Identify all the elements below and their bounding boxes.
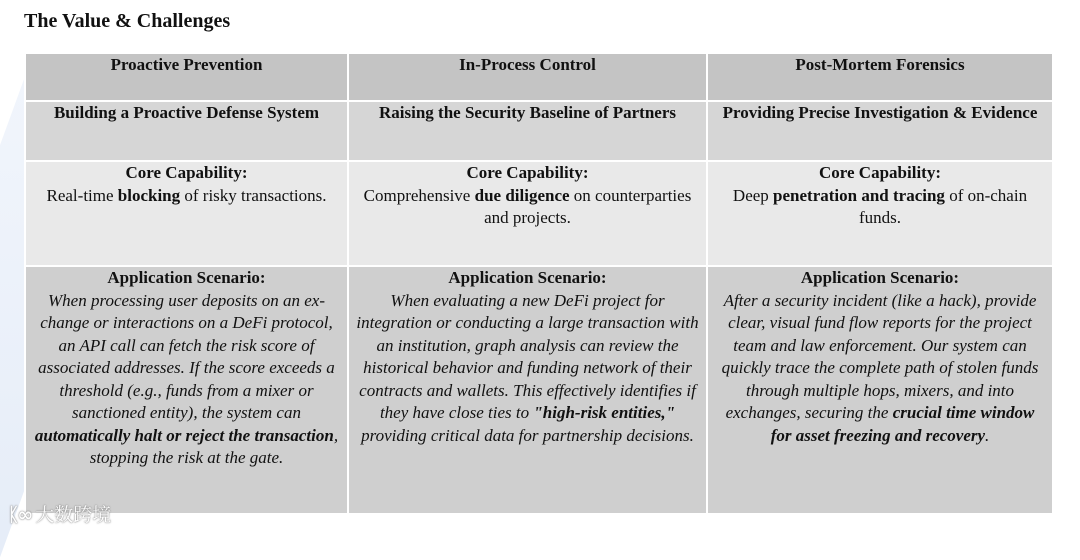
capability-label: Core Capability:	[125, 163, 248, 182]
scenario-text-before: When evaluating a new DeFi project for integration or conducting a large transaction with an institution, graph analysis can review the historical behavior and funding network of their contracts and wallets. This effectively identifies if they have close ties to	[356, 290, 699, 422]
scenario-text	[356, 291, 698, 445]
capability-text: on counterparties and projects.	[484, 185, 692, 227]
scenario-cell-post-mortem	[707, 266, 1053, 514]
scenario-text-before: After a security incident (like a hack), provide clear, visual fund flow reports for the project team and law enforcement. Our system can quickly trace the complete path of stolen funds through multiple hops, mixers, and into exchanges, securing the	[721, 290, 1039, 422]
scenario-text-before: When processing user deposits on an ex- change or interactions on a DeFi protocol, an API call can fetch the risk score of associated addresses. If the score exceeds a threshold (e.g., funds from a mixer or sanctioned entity), the system can	[38, 290, 335, 422]
column-header-proactive: Proactive Prevention	[25, 53, 348, 101]
scenario-text	[35, 291, 338, 468]
watermark	[8, 500, 111, 527]
capability-label: Core Capability:	[466, 163, 589, 182]
capability-text: of on-chain funds.	[858, 185, 1028, 227]
subtitle-post-mortem: Providing Precise Investigation & Evidence	[707, 101, 1053, 161]
capability-highlight: penetration and tracing	[773, 185, 945, 205]
capability-label: Core Capability:	[819, 163, 941, 182]
capability-text: Deep	[732, 185, 774, 205]
capability-text: of risky transactions.	[180, 185, 327, 205]
capability-highlight: blocking	[117, 185, 181, 205]
column-header-in-process: In-Process Control	[348, 53, 707, 101]
scenario-label: Application Scenario:	[800, 268, 960, 287]
scenario-text	[722, 291, 1039, 445]
scenario-cell-in-process	[348, 266, 707, 514]
capability-text: Comprehensive	[363, 185, 475, 205]
capability-cell-proactive	[25, 161, 348, 266]
scenario-label: Application Scenario:	[448, 268, 607, 287]
scenario-text-after: providing critical data for partnership decisions.	[361, 425, 694, 445]
column-header-post-mortem: Post-Mortem Forensics	[707, 53, 1053, 101]
scenario-label: Application Scenario:	[107, 268, 266, 287]
scenario-cell-proactive	[25, 266, 348, 514]
capability-cell-post-mortem	[707, 161, 1053, 266]
page-title: The Value & Challenges	[24, 10, 231, 32]
subtitle-in-process: Raising the Security Baseline of Partners	[348, 101, 707, 161]
capability-highlight: due diligence	[474, 185, 570, 205]
scenario-row	[25, 266, 1053, 514]
scenario-text-after: .	[985, 425, 990, 445]
header-row	[25, 53, 1053, 101]
watermark-text: 大数跨境	[35, 504, 112, 526]
scenario-highlight: automatically halt or reject the transaction	[34, 425, 334, 445]
capability-text: Real-time	[46, 185, 118, 205]
watermark-logo-icon: ᛕ∞	[8, 504, 32, 526]
subtitle-row	[25, 101, 1053, 161]
scenario-highlight: crucial time window for asset freezing and recovery	[770, 403, 1035, 445]
capability-cell-in-process	[348, 161, 707, 266]
scenario-text-after: , stopping the risk at the gate.	[89, 425, 339, 467]
capability-row	[25, 161, 1053, 266]
value-challenges-table	[24, 52, 1054, 515]
scenario-highlight: "high-risk entities,"	[533, 403, 676, 422]
subtitle-proactive: Building a Proactive Defense System	[25, 101, 348, 161]
